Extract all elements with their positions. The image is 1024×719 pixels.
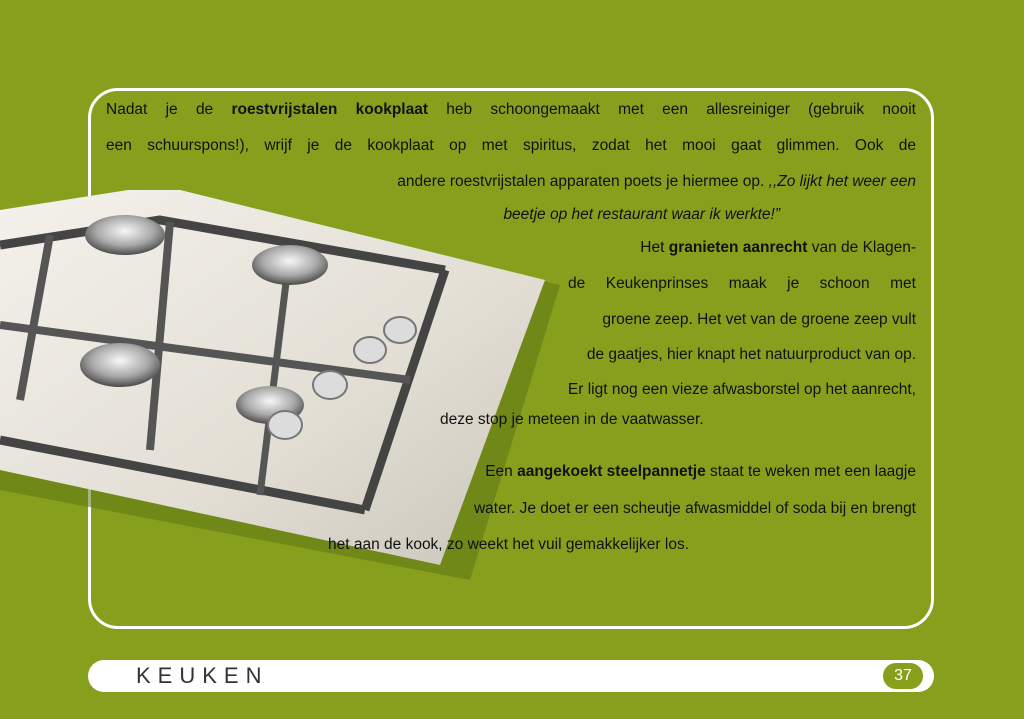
paragraph-line: andere roestvrijstalen apparaten poets je hiermee op. ,,Zo lijkt het weer een [397,173,916,190]
quote-line: beetje op het restaurant waar ik werkte!” [503,206,780,223]
page-number: 37 [880,660,926,692]
paragraph-line: het aan de kook, zo weekt het vuil gemakkelijker los. [328,536,689,553]
paragraph-line: water. Je doet er een scheutje afwasmiddel of soda bij en brengt [473,500,916,517]
paragraph-line: Het granieten aanrecht van de Klagen- [640,239,916,256]
paragraph-line: Nadat je de roestvrijstalen kookplaat heb schoongemaakt met een allesreiniger (gebruik nooit [106,101,916,118]
paragraph-line: de Keukenprinses maak je schoon met [568,275,916,292]
paragraph-line: Een aangekoekt steelpannetje staat te weken met een laagje [485,463,916,480]
paragraph-line: deze stop je meteen in de vaatwasser. [440,411,704,428]
paragraph-line: Er ligt nog een vieze afwasborstel op het aanrecht, [567,381,916,398]
paragraph-line: groene zeep. Het vet van de groene zeep vult [602,311,916,328]
paragraph-line: een schuurspons!), wrijf je de kookplaat op met spiritus, zodat het mooi gaat glimmen. Ook de [106,137,916,154]
paragraph-line: de gaatjes, hier knapt het natuurproduct van op. [586,346,916,363]
section-label: KEUKEN [136,663,269,688]
